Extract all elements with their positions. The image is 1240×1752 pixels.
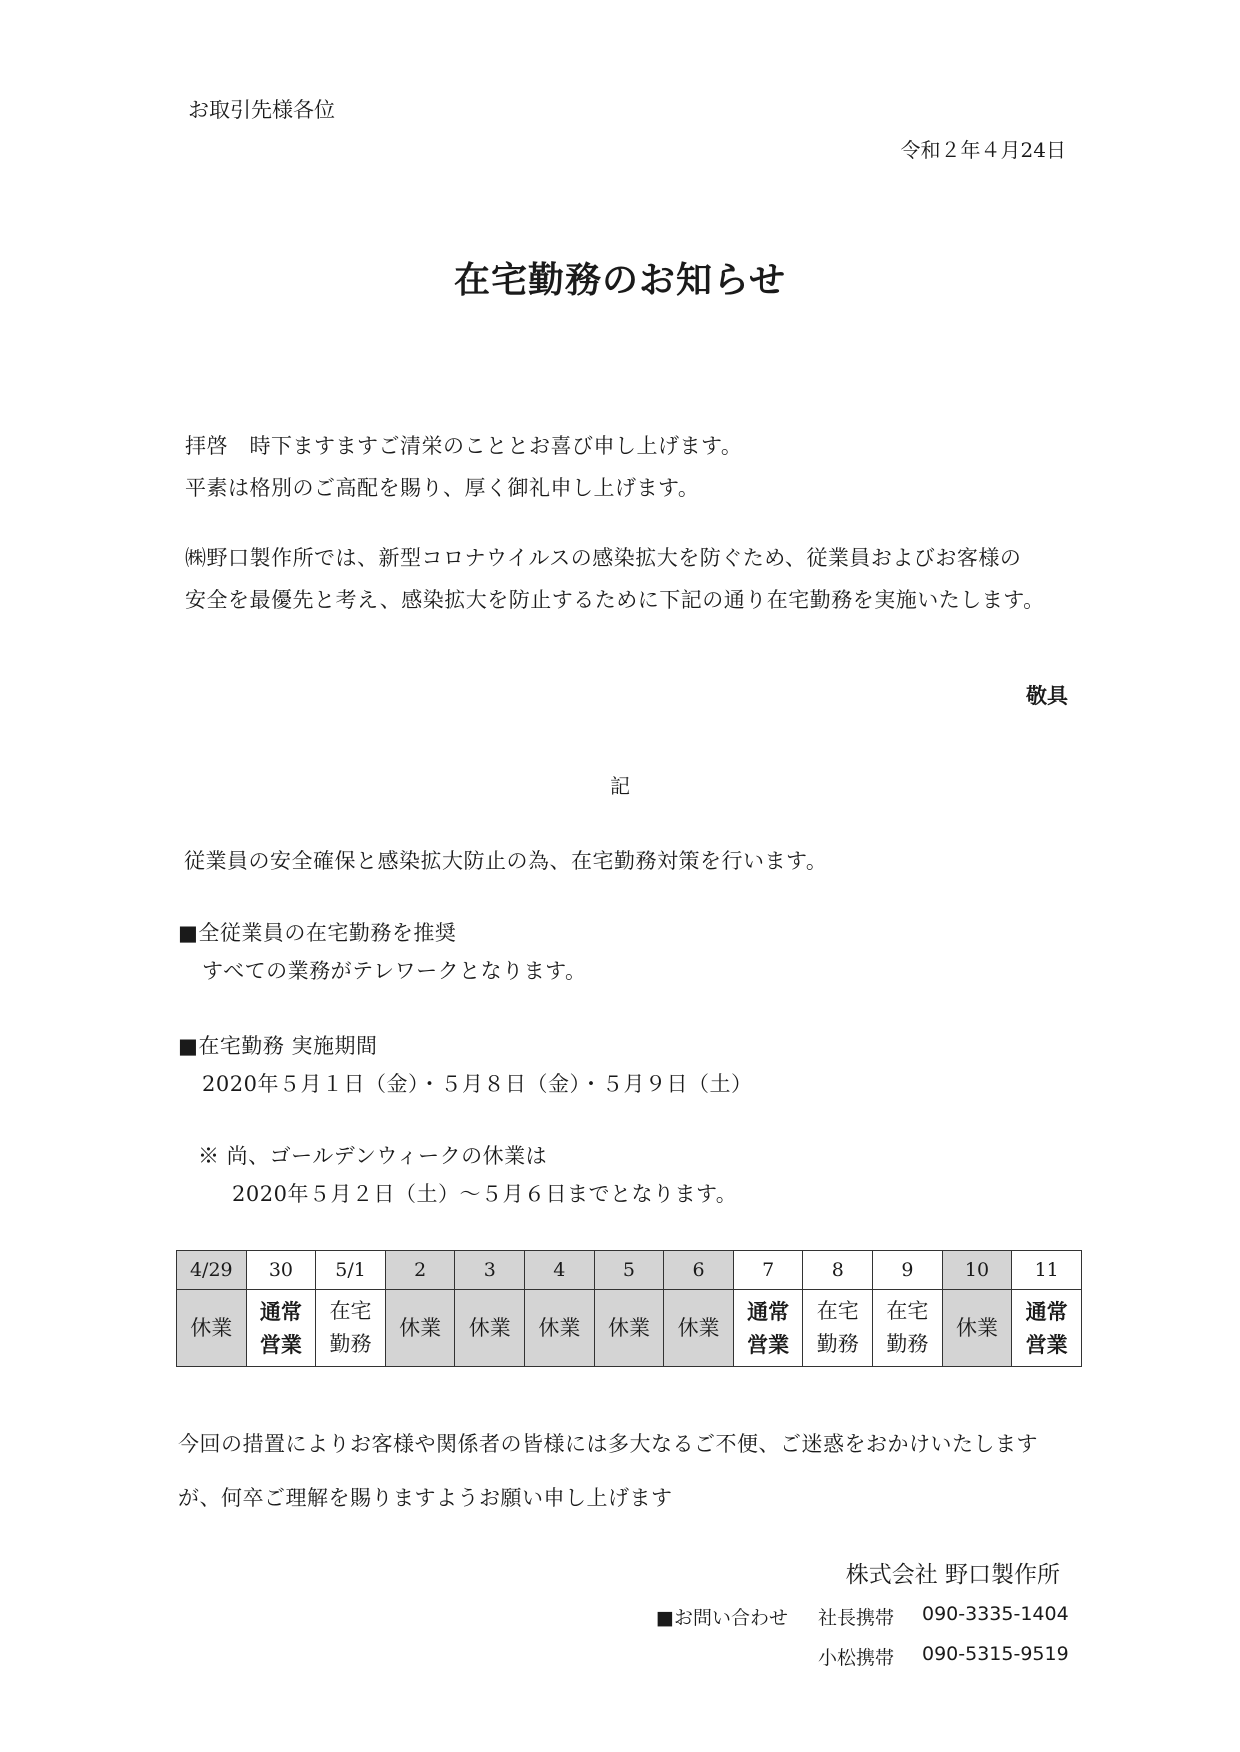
status-cell [455, 1290, 525, 1367]
note-line-2: 2020年５月２日（土）～５月６日までとなります。 [232, 1182, 738, 1206]
schedule-days-row [177, 1251, 1082, 1290]
status-line-1: 在宅 [886, 1299, 929, 1323]
apology-line-2: が、何卒ご理解を賜りますようお願い申し上げます [178, 1486, 673, 1510]
status-line-2: 勤務 [886, 1332, 929, 1356]
section2-heading: ■在宅勤務 実施期間 [178, 1034, 378, 1058]
day-cell: 7 [733, 1251, 803, 1290]
announcement-line-1: ㈱野口製作所では、新型コロナウイルスの感染拡大を防ぐため、従業員およびお客様の [185, 546, 1022, 570]
announcement-line-2: 安全を最優先と考え、感染拡大を防止するために下記の通り在宅勤務を実施いたします。 [185, 588, 1045, 612]
company-name: 株式会社 野口製作所 [845, 1562, 1060, 1588]
document-date: 令和２年４月24日 [900, 138, 1066, 162]
status-cell [316, 1290, 386, 1367]
status-line-1: 休業 [190, 1315, 233, 1340]
greeting-line-2: 平素は格別のご高配を賜り、厚く御礼申し上げます。 [185, 476, 700, 500]
intro-text: 従業員の安全確保と感染拡大防止の為、在宅勤務対策を行います。 [184, 849, 828, 873]
contact-phone: 090-3335-1404 [922, 1603, 1069, 1625]
day-cell: 8 [803, 1251, 873, 1290]
status-line-2: 勤務 [816, 1332, 859, 1356]
day-cell: 4 [525, 1251, 595, 1290]
status-line-1: 在宅 [329, 1299, 372, 1323]
status-line-1: 休業 [607, 1315, 650, 1340]
addressee: お取引先様各位 [188, 98, 335, 122]
status-cell [1012, 1290, 1082, 1367]
contact-name: 社長携帯 [818, 1607, 895, 1629]
section1-text: すべての業務がテレワークとなります。 [202, 959, 587, 983]
day-cell: 11 [1012, 1251, 1082, 1290]
day-cell: 5 [594, 1251, 664, 1290]
day-cell: 2 [385, 1251, 455, 1290]
section2-period: 2020年５月１日（金）・５月８日（金）・５月９日（土） [202, 1072, 753, 1096]
status-line-2: 勤務 [329, 1332, 372, 1356]
contact-name: 小松携帯 [818, 1647, 895, 1669]
day-cell: 10 [942, 1251, 1012, 1290]
ki-heading: 記 [610, 774, 630, 798]
status-cell [525, 1290, 595, 1367]
apology-line-1: 今回の措置によりお客様や関係者の皆様には多大なるご不便、ご迷惑をおかけいたします [178, 1432, 1038, 1456]
document-title: 在宅勤務のお知らせ [454, 259, 786, 301]
status-cell [385, 1290, 455, 1367]
status-cell [942, 1290, 1012, 1367]
day-cell: 3 [455, 1251, 525, 1290]
day-cell: 6 [664, 1251, 734, 1290]
status-cell [664, 1290, 734, 1367]
status-line-1: 休業 [677, 1315, 720, 1340]
note-line-1: ※ 尚、ゴールデンウィークの休業は [198, 1144, 548, 1168]
contact-phone: 090-5315-9519 [922, 1643, 1069, 1665]
status-line-1: 休業 [468, 1315, 511, 1340]
status-line-2: 営業 [747, 1332, 790, 1357]
status-cell [246, 1290, 316, 1367]
status-cell [594, 1290, 664, 1367]
status-line-1: 通常 [747, 1299, 790, 1324]
day-cell: 5/1 [316, 1251, 386, 1290]
status-line-2: 営業 [1025, 1332, 1068, 1357]
closing-word: 敬具 [1026, 684, 1068, 708]
status-line-1: 休業 [538, 1315, 581, 1340]
status-line-1: 在宅 [816, 1299, 859, 1323]
status-cell [873, 1290, 943, 1367]
status-line-1: 通常 [1025, 1299, 1068, 1324]
day-cell: 30 [246, 1251, 316, 1290]
status-cell [803, 1290, 873, 1367]
schedule-table [176, 1250, 1082, 1367]
contact-label: ■お問い合わせ [656, 1607, 788, 1629]
schedule-status-row [177, 1290, 1082, 1367]
status-line-1: 休業 [399, 1315, 442, 1340]
status-cell [733, 1290, 803, 1367]
day-cell: 9 [873, 1251, 943, 1290]
status-cell [177, 1290, 247, 1367]
section1-heading: ■全従業員の在宅勤務を推奨 [178, 921, 457, 945]
status-line-1: 通常 [259, 1299, 302, 1324]
greeting-line-1: 拝啓 時下ますますご清栄のこととお喜び申し上げます。 [185, 434, 743, 458]
status-line-1: 休業 [956, 1315, 998, 1340]
status-line-2: 営業 [259, 1332, 302, 1357]
day-cell: 4/29 [177, 1251, 247, 1290]
